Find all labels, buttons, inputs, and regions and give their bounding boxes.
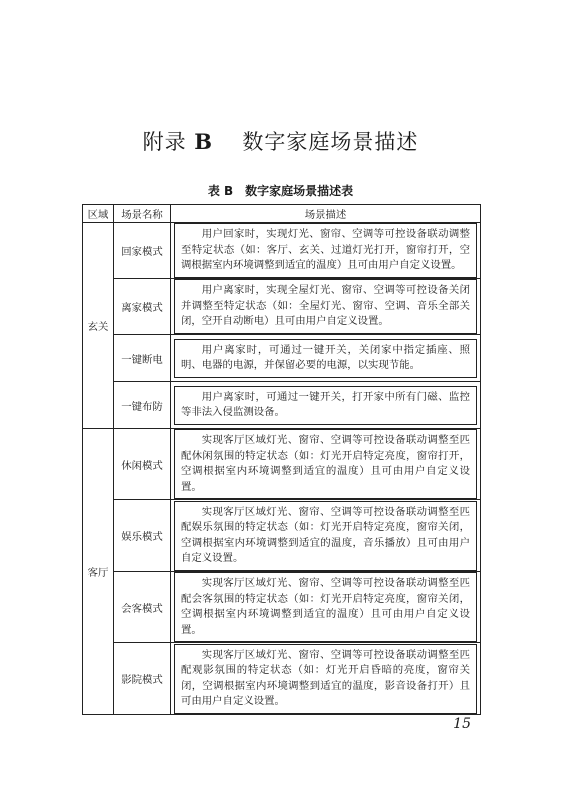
scene-name: 一键布防 <box>114 382 171 429</box>
scene-name: 会客模式 <box>114 572 171 643</box>
scene-name: 娱乐模式 <box>114 500 171 572</box>
scene-description: 用户离家时，实现全屋灯光、窗帘、空调等可控设备关闭并调整至特定状态（如：全屋灯光、窗帘、空调、音乐全部关闭，空开自动断电）且可由用户自定义设置。 <box>174 279 477 334</box>
scene-name: 休闲模式 <box>114 429 171 500</box>
scene-name: 离家模式 <box>114 279 171 335</box>
scene-description-table <box>82 204 481 715</box>
header-scene: 场景名称 <box>114 205 171 223</box>
area-cell-entrance: 玄关 <box>83 223 114 429</box>
page-number: 15 <box>453 716 471 732</box>
appendix-prefix: 附录 <box>142 130 187 154</box>
scene-description: 实现客厅区域灯光、窗帘、空调等可控设备联动调整至匹配娱乐氛围的特定状态（如：灯光开启特定亮度，窗帘关闭，空调根据室内环境调整到适宜的温度，音乐播放）且可由用户自定义设置。 <box>174 501 477 571</box>
table-caption: 表 B 数字家庭场景描述表 <box>207 184 354 198</box>
scene-description: 用户离家时，可通过一键开关，打开家中所有门磁、监控等非法入侵监测设备。 <box>174 386 477 425</box>
appendix-title-text: 数字家庭场景描述 <box>242 130 419 154</box>
scene-description: 用户离家时，可通过一键开关，关闭家中指定插座、照明、电器的电源，并保留必要的电源，以实现节能。 <box>174 339 477 378</box>
scene-description: 实现客厅区域灯光、窗帘、空调等可控设备联动调整至匹配观影氛围的特定状态（如：灯光开启昏暗的亮度，窗帘关闭，空调根据室内环境调整到适宜的温度，影音设备打开）且可由用户自定义设置。 <box>174 644 477 714</box>
scene-description: 实现客厅区域灯光、窗帘、空调等可控设备联动调整至匹配会客氛围的特定状态（如：灯光开启特定亮度，窗帘关闭，空调根据室内环境调整到适宜的温度）且可由用户自定义设置。 <box>174 572 477 642</box>
table-row <box>83 572 481 643</box>
table-row <box>83 643 481 715</box>
table-row <box>83 335 481 382</box>
scene-description: 实现客厅区域灯光、窗帘、空调等可控设备联动调整至匹配休闲氛围的特定状态（如：灯光开启特定亮度，窗帘打开，空调根据室内环境调整到适宜的温度）且可由用户自定义设置。 <box>174 429 477 499</box>
appendix-letter: B <box>194 129 214 154</box>
table-row <box>83 500 481 572</box>
area-cell-living-room: 客厅 <box>83 429 114 715</box>
table-header-row <box>83 205 481 223</box>
scene-name: 回家模式 <box>114 223 171 279</box>
table-row <box>83 223 481 279</box>
appendix-title <box>0 126 561 156</box>
scene-name: 一键断电 <box>114 335 171 382</box>
header-area: 区域 <box>83 205 114 223</box>
table-row <box>83 429 481 500</box>
table-row <box>83 382 481 429</box>
header-description: 场景描述 <box>171 205 481 223</box>
table-row <box>83 279 481 335</box>
scene-name: 影院模式 <box>114 643 171 715</box>
scene-description: 用户回家时，实现灯光、窗帘、空调等可控设备联动调整至特定状态（如：客厅、玄关、过道灯光打开，窗帘打开，空调根据室内环境调整到适宜的温度）且可由用户自定义设置。 <box>174 223 477 278</box>
